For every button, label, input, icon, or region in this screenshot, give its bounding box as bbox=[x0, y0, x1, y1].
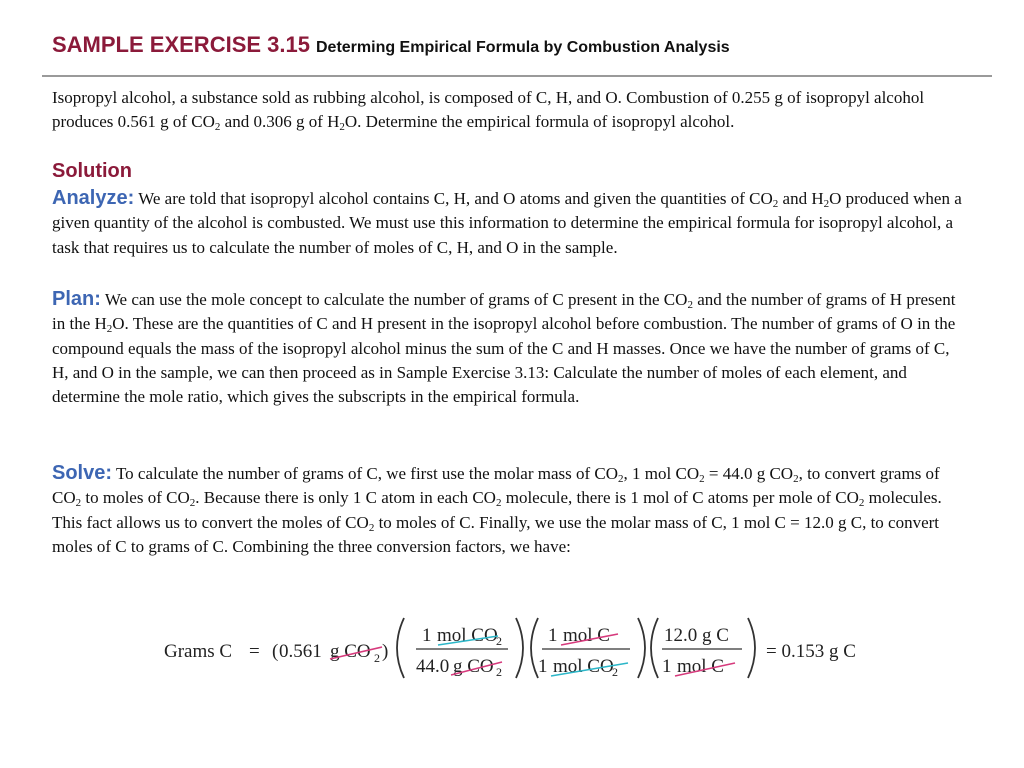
eq-open-paren: ( bbox=[272, 641, 279, 662]
title-divider bbox=[42, 75, 992, 77]
f1-num-sub: 2 bbox=[496, 634, 502, 648]
f1-num-a: 1 bbox=[422, 625, 432, 646]
f2-den-sub: 2 bbox=[612, 665, 618, 679]
eq-close-paren: ) bbox=[382, 641, 389, 662]
paren-left-1 bbox=[397, 618, 404, 678]
f1-den-b: g CO bbox=[453, 656, 494, 677]
analyze-heading: Analyze: bbox=[52, 187, 135, 209]
f2-num-a: 1 bbox=[548, 625, 558, 646]
f2-den-a: 1 bbox=[538, 656, 548, 677]
f3-den-a: 1 bbox=[662, 656, 672, 677]
eq-result: = 0.153 g C bbox=[766, 641, 856, 662]
eq-equals: = bbox=[249, 641, 260, 662]
solve-paragraph: Solve: To calculate the number of grams of C, we first use the molar mass of $CO_2$, 1 mol $CO_2 = 44.0$ g $CO_2$, to convert grams of $CO_2$ to moles of $CO_2$. Because there is only 1 C atom in each $CO_2$ molecule, there is 1 mol of C atoms per mole of $CO_2$ molecules. This fact allows us to convert the moles of $CO_2$ to moles of C. Finally, we use the molar mass of C, 1 mol C = 12.0 g C, to convert moles of C to grams of C. Combining the three conversion factors, we have: bbox=[52, 462, 942, 556]
solution-heading: Solution bbox=[52, 160, 132, 182]
exercise-subtitle: Determing Empirical Formula by Combustion Analysis bbox=[315, 39, 730, 56]
paren-right-3 bbox=[748, 618, 755, 678]
paren-left-3 bbox=[651, 618, 658, 678]
eq-mass-unit: g CO bbox=[330, 641, 371, 662]
page-title bbox=[52, 32, 730, 58]
paren-right-1 bbox=[516, 618, 523, 678]
exercise-number: SAMPLE EXERCISE 3.15 bbox=[52, 32, 310, 57]
paren-left-2 bbox=[531, 618, 538, 678]
f2-num-b: mol C bbox=[563, 625, 610, 646]
conversion-equation bbox=[160, 612, 880, 684]
eq-mass-sub: 2 bbox=[374, 651, 380, 665]
plan-paragraph: Plan: We can use the mole concept to calculate the number of grams of C present in the $CO_2$ and the number of grams of H present in the $H_2O$. These are the quantities of C and H present in the isopropyl alcohol before combustion. The number of grams of O in the compound equals the mass of the isopropyl alcohol minus the sum of the C and H masses. Once we have the number of grams of C, H, and O in the sample, we can then proceed as in Sample Exercise 3.13: Calculate the number of moles of each element, and determine the mole ratio, which gives the subscripts in the empirical formula. bbox=[52, 288, 956, 407]
f3-num-a: 12.0 g C bbox=[664, 625, 729, 646]
analyze-paragraph: Analyze: We are told that isopropyl alcohol contains C, H, and O atoms and given the quantities of $CO_2$ and $H_2O$ produced when a given quantity of the alcohol is combusted. We must use this information to determine the empirical formula for isopropyl alcohol, a task that requires us to calculate the number of moles of C, H, and O in the sample. bbox=[52, 187, 962, 257]
solve-heading: Solve: bbox=[52, 462, 113, 484]
paren-right-2 bbox=[638, 618, 645, 678]
f2-den-b: mol CO bbox=[553, 656, 614, 677]
f3-den-b: mol C bbox=[677, 656, 724, 677]
problem-statement: Isopropyl alcohol, a substance sold as rubbing alcohol, is composed of C, H, and O. Combustion of 0.255 g of isopropyl alcohol produces 0.561 g of $CO_2$ and 0.306 g of $H_2O$. Determine the empirical formula of isopropyl alcohol. bbox=[52, 88, 925, 134]
eq-lhs: Grams C bbox=[164, 641, 233, 662]
f1-num-b: mol CO bbox=[437, 625, 498, 646]
f1-den-sub: 2 bbox=[496, 665, 502, 679]
eq-mass: 0.561 bbox=[279, 641, 322, 662]
plan-heading: Plan: bbox=[52, 288, 101, 310]
f1-den-a: 44.0 bbox=[416, 656, 450, 677]
